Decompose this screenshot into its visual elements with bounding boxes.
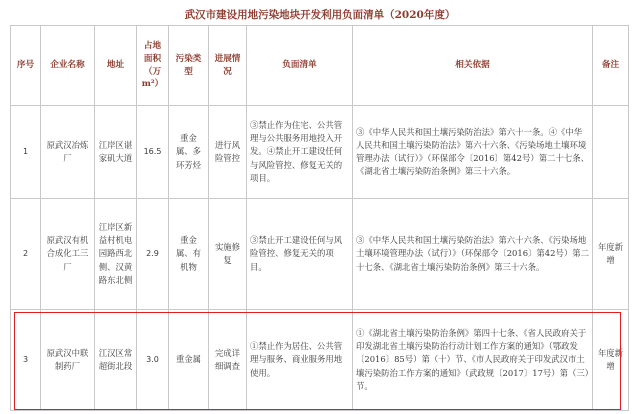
table-row <box>11 199 629 310</box>
cell-area: 3.0 <box>137 310 169 411</box>
cell-negative-list: ①禁止作为居住、公共管理与服务、商业服务用地使用。 <box>247 310 353 411</box>
cell-area: 16.5 <box>137 106 169 199</box>
cell-seq: 3 <box>11 310 41 411</box>
cell-progress: 完成详细调查 <box>209 310 247 411</box>
cell-remark: 年度新增 <box>593 199 629 310</box>
cell-pollution-type: 重金属、多环芳烃 <box>169 106 209 199</box>
cell-progress: 进行风险管控 <box>209 106 247 199</box>
cell-remark <box>593 106 629 199</box>
cell-progress: 实施修复 <box>209 199 247 310</box>
cell-company: 原武汉中联制药厂 <box>41 310 95 411</box>
cell-area: 2.9 <box>137 199 169 310</box>
cell-pollution-type: 重金属、有机物 <box>169 199 209 310</box>
header-pollution-type: 污染类型 <box>169 26 209 106</box>
cell-address: 江岸区新益村机电园路西北侧、汉黄路东北侧 <box>95 199 137 310</box>
cell-company: 原武汉冶炼厂 <box>41 106 95 199</box>
header-seq: 序号 <box>11 26 41 106</box>
cell-company: 原武汉有机合成化工三厂 <box>41 199 95 310</box>
cell-basis: ③《中华人民共和国土壤污染防治法》第六十六条、《污染场地土壤环境管理办法（试行）》（环保部令〔2016〕第42号）第二十七条、《湖北省土壤污染防治条例》第三十六条。 <box>353 199 593 310</box>
table-row <box>11 106 629 199</box>
cell-address: 江汉区常超街北段 <box>95 310 137 411</box>
cell-seq: 2 <box>11 199 41 310</box>
header-basis: 相关依据 <box>353 26 593 106</box>
cell-negative-list: ③禁止开工建设任何与风险管控、修复无关的项目。 <box>247 199 353 310</box>
header-remark: 备注 <box>593 26 629 106</box>
header-row <box>11 26 629 106</box>
cell-basis: ③《中华人民共和国土壤污染防治法》第六十一条。④《中华人民共和国土壤污染防治法》第六十六条、《污染场地土壤环境管理办法（试行）》（环保部令〔2016〕第42号）第二十七条、《湖北省土壤污染防治条例》第三十六条。 <box>353 106 593 199</box>
header-progress: 进展情况 <box>209 26 247 106</box>
cell-pollution-type: 重金属 <box>169 310 209 411</box>
cell-remark: 年度新增 <box>593 310 629 411</box>
page-title: 武汉市建设用地污染地块开发利用负面清单（2020年度） <box>184 9 456 21</box>
header-address: 地址 <box>95 26 137 106</box>
cell-basis: ①《湖北省土壤污染防治条例》第四十七条、《省人民政府关于印发湖北省土壤污染防治行动计划工作方案的通知》（鄂政发〔2016〕85号）第（十）节、《市人民政府关于印发武汉市土壤污染防治工作方案的通知》（武政规〔2017〕17号）第（三）节。 <box>353 310 593 411</box>
cell-address: 江岸区谌家矶大道 <box>95 106 137 199</box>
header-negative-list: 负面清单 <box>247 26 353 106</box>
cell-negative-list: ③禁止作为住宅、公共管理与公共服务用地投入开发。④禁止开工建设任何与风险管控、修复无关的项目。 <box>247 106 353 199</box>
table-row <box>11 310 629 411</box>
cell-seq: 1 <box>11 106 41 199</box>
negative-list-table <box>10 25 629 411</box>
header-area: 占地面积（万m²） <box>137 26 169 106</box>
header-company: 企业名称 <box>41 26 95 106</box>
